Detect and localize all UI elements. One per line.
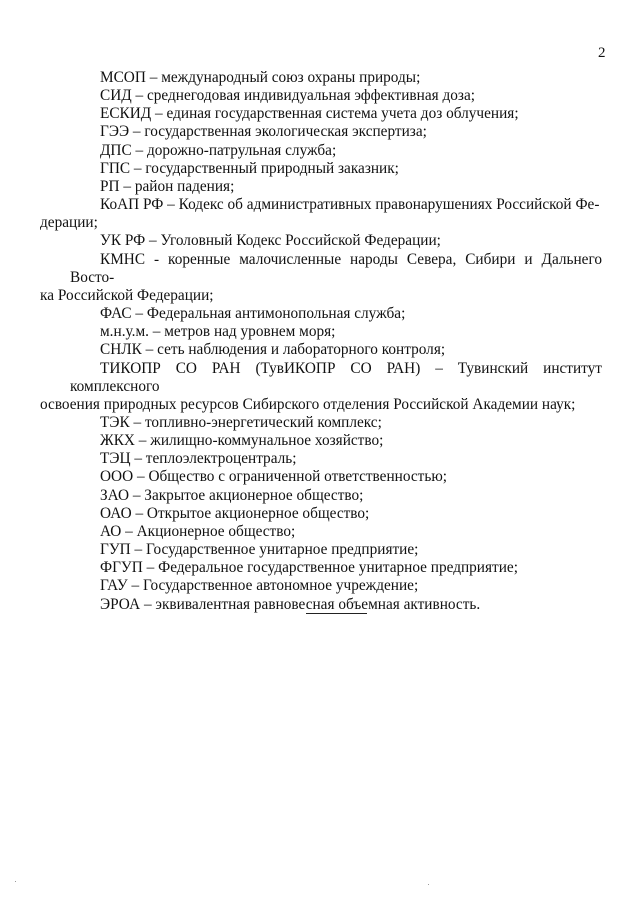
abbreviation-entry bbox=[70, 596, 602, 614]
entry-line: ДПС – дорожно-патрульная служба; bbox=[100, 141, 337, 159]
entry-line: МСОП – международный союз охраны природы; bbox=[100, 69, 421, 86]
abbreviation-entry bbox=[70, 323, 602, 341]
entry-line: ГАУ – Государственное автономное учреждение; bbox=[100, 577, 419, 595]
entry-line: ТЭЦ – теплоэлектроцентраль; bbox=[100, 450, 297, 468]
abbreviation-entry bbox=[70, 414, 602, 432]
entry-line: СНЛК – сеть наблюдения и лабораторного контроля; bbox=[100, 341, 446, 359]
abbreviation-entry bbox=[70, 87, 602, 105]
scan-speck bbox=[428, 884, 429, 885]
abbreviation-entry bbox=[70, 341, 602, 359]
abbreviation-entry bbox=[70, 105, 602, 123]
abbreviation-entry bbox=[70, 232, 602, 250]
entry-line: УК РФ – Уголовный Кодекс Российской Федерации; bbox=[100, 232, 441, 250]
abbreviation-entry bbox=[70, 487, 602, 505]
entry-line: ГУП – Государственное унитарное предприятие; bbox=[100, 541, 419, 559]
abbreviation-entry bbox=[70, 505, 602, 523]
entry-line: м.н.у.м. – метров над уровнем моря; bbox=[100, 323, 336, 341]
entry-line: ФГУП – Федеральное государственное унитарное предприятие; bbox=[100, 559, 518, 577]
abbreviation-entry bbox=[70, 178, 602, 196]
abbreviation-entry bbox=[70, 123, 602, 141]
entry-line: ГЭЭ – государственная экологическая экспертиза; bbox=[100, 123, 427, 141]
abbreviation-entry bbox=[70, 69, 602, 87]
page-number: 2 bbox=[598, 45, 606, 61]
entry-continuation-line: освоения природных ресурсов Сибирского отделения Российской Академии наук; bbox=[40, 395, 576, 413]
entry-line: ФАС – Федеральная антимонопольная служба; bbox=[100, 305, 406, 323]
abbreviation-entry bbox=[70, 305, 602, 323]
entry-line: ЭРОА – эквивалентная равновесная объемная активность. bbox=[100, 595, 481, 613]
abbreviation-entry bbox=[40, 250, 606, 305]
end-divider bbox=[306, 613, 367, 614]
abbreviation-entry bbox=[70, 559, 602, 577]
entry-line: ТИКОПР СО РАН (ТувИКОПР СО РАН) – Тувинский институт комплексного bbox=[70, 359, 606, 395]
abbreviation-entry bbox=[70, 577, 602, 595]
abbreviation-entry bbox=[70, 160, 602, 178]
entry-line: ЕСКИД – единая государственная система учета доз облучения; bbox=[100, 105, 519, 123]
abbreviation-entry bbox=[40, 196, 602, 232]
abbreviation-entry bbox=[70, 142, 602, 160]
entry-continuation-line: дерации; bbox=[40, 214, 98, 232]
scan-speck bbox=[15, 881, 16, 882]
entry-line: ООО – Общество с ограниченной ответственностью; bbox=[100, 468, 447, 486]
entry-line: АО – Акционерное общество; bbox=[100, 522, 296, 540]
entry-line: КМНС - коренные малочисленные народы Севера, Сибири и Дальнего Восто- bbox=[70, 250, 606, 286]
abbreviation-entry bbox=[70, 432, 602, 450]
entry-line: ЗАО – Закрытое акционерное общество; bbox=[100, 486, 364, 504]
abbreviation-entry bbox=[40, 359, 606, 414]
entry-continuation-line: ка Российской Федерации; bbox=[40, 286, 214, 304]
abbreviation-entry bbox=[70, 468, 602, 486]
entry-line: ТЭК – топливно-энергетический комплекс; bbox=[100, 413, 382, 431]
entry-line: ЖКХ – жилищно-коммунальное хозяйство; bbox=[100, 432, 384, 450]
abbreviation-entry bbox=[70, 450, 602, 468]
abbreviation-entry bbox=[70, 523, 602, 541]
entry-line: РП – район падения; bbox=[100, 177, 235, 195]
abbreviations-list bbox=[40, 69, 606, 614]
entry-line: ОАО – Открытое акционерное общество; bbox=[100, 504, 370, 522]
abbreviation-entry bbox=[70, 541, 602, 559]
entry-line: КоАП РФ – Кодекс об административных правонарушениях Российской Фе- bbox=[100, 196, 600, 214]
entry-line: ГПС – государственный природный заказник; bbox=[100, 159, 399, 177]
entry-line: СИД – среднегодовая индивидуальная эффективная доза; bbox=[100, 87, 475, 105]
